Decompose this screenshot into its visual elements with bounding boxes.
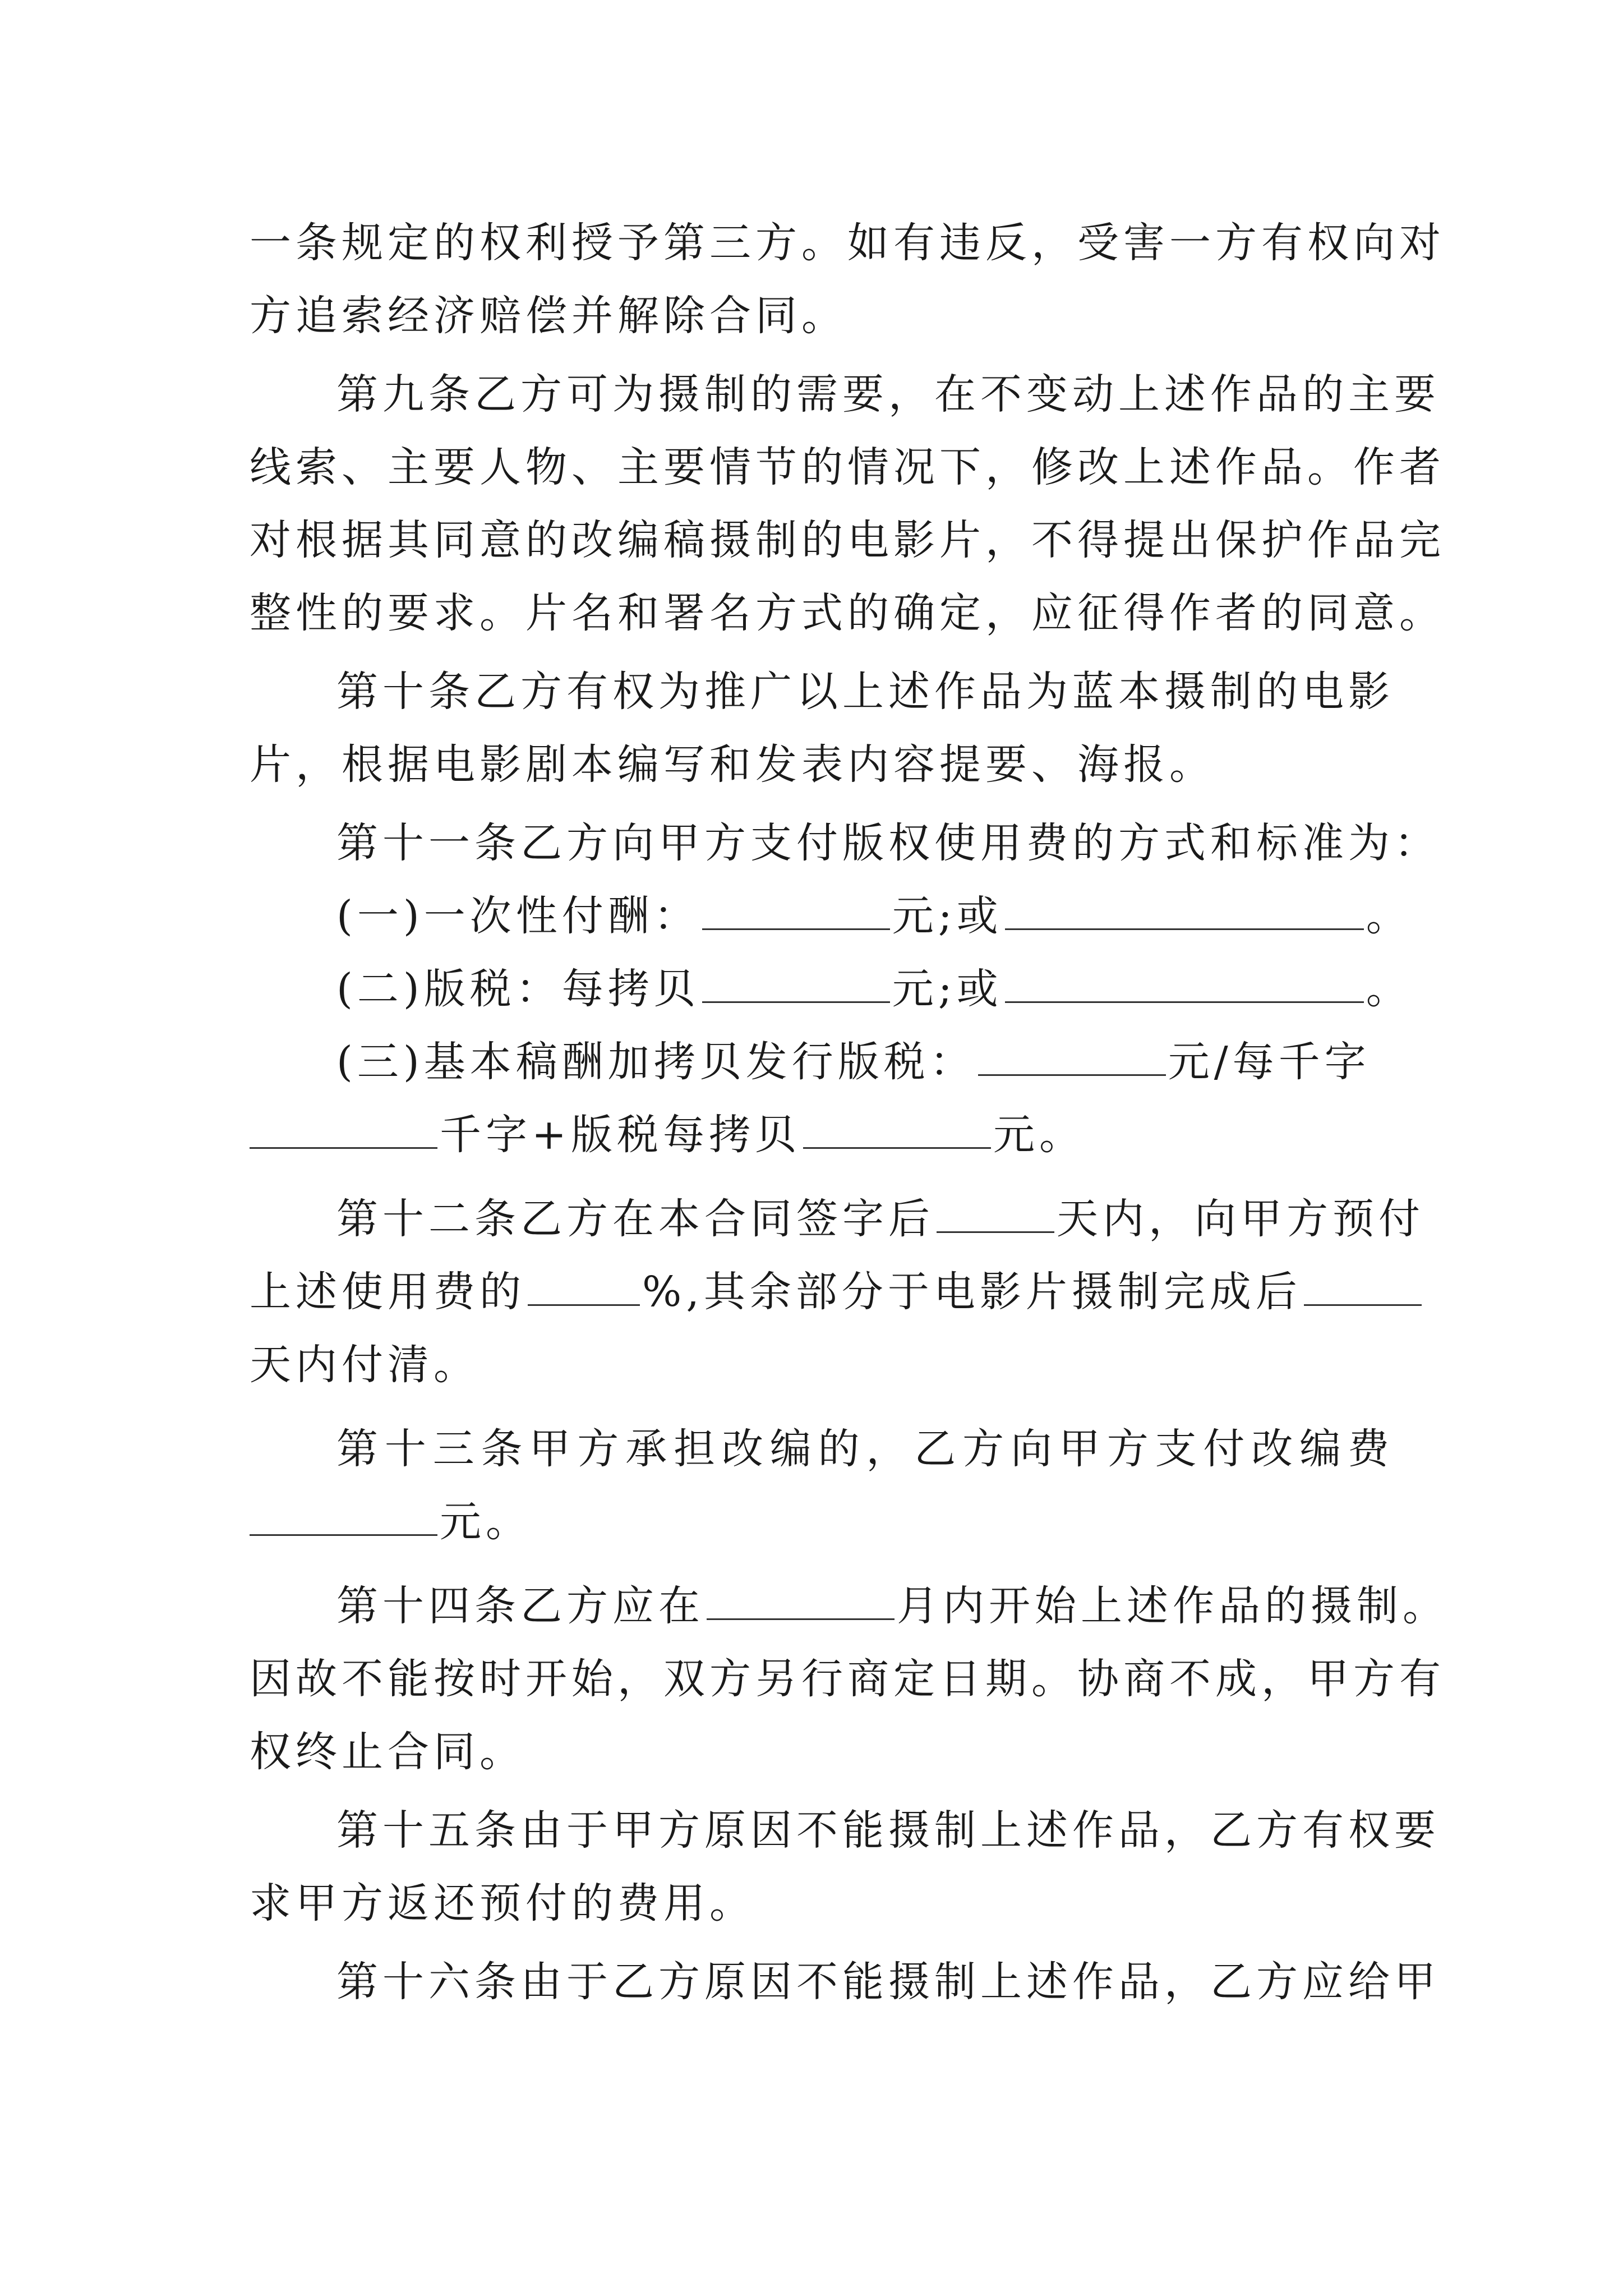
article-13-line: 第十三条甲方承担改编的，乙方向甲方支付改编费 (336, 1425, 1394, 1473)
text-span: 上述使用费的 (250, 1268, 525, 1316)
amount-blank (702, 894, 890, 930)
alternative-blank (1005, 894, 1364, 930)
option-text: 元;或 (892, 892, 1003, 940)
text-line: 权终止合同。 (250, 1728, 525, 1776)
option-text: 千字+版税每拷贝 (440, 1111, 801, 1159)
text-span: 第十二条乙方在本合同签字后 (336, 1195, 934, 1243)
period: 。 (1366, 892, 1412, 940)
text-line: 求甲方返还预付的费用。 (250, 1879, 755, 1927)
payment-option-2 (336, 950, 1412, 1028)
option-text: 元;或 (892, 965, 1003, 1013)
text-line: 整性的要求。片名和署名方式的确定，应征得作者的同意。 (250, 589, 1445, 637)
article-11-line: 第十一条乙方向甲方支付版权使用费的方式和标准为： (336, 819, 1440, 867)
amount-blank (978, 1039, 1166, 1076)
text-line (250, 1253, 1394, 1331)
thousand-chars-blank (250, 1112, 437, 1149)
amount-blank (702, 967, 890, 1003)
text-line: 对根据其同意的改编稿摄制的电影片，不得提出保护作品完 (250, 516, 1445, 564)
text-span: 第十四条乙方应在 (336, 1582, 704, 1630)
option-label: (三)基本稿酬加拷贝发行版税： (336, 1038, 976, 1086)
text-line: 因故不能按时开始，双方另行商定日期。协商不成，甲方有 (250, 1655, 1445, 1703)
payment-option-3 (336, 1023, 1394, 1101)
period: 。 (1366, 965, 1412, 1013)
percent-blank (528, 1269, 640, 1306)
months-blank (707, 1584, 895, 1620)
article-16-line: 第十六条由于乙方原因不能摄制上述作品，乙方应给甲 (336, 1958, 1440, 2006)
article-9-line: 第九条乙方可为摄制的需要，在不变动上述作品的主要 (336, 370, 1440, 418)
days-blank (1304, 1269, 1422, 1306)
text-span: %,其余部分于电影片摄制完成后 (642, 1268, 1302, 1316)
alternative-blank (1005, 967, 1364, 1003)
article-15-line: 第十五条由于甲方原因不能摄制上述作品，乙方有权要 (336, 1806, 1440, 1855)
option-label: (一)一次性付酬： (336, 892, 700, 940)
article-12-line (336, 1180, 1424, 1258)
text-line: 线索、主要人物、主要情节的情况下，修改上述作品。作者 (250, 443, 1445, 491)
payment-option-3-cont (250, 1096, 1394, 1174)
article-10-line: 第十条乙方有权为推广以上述作品为蓝本摄制的电影 (336, 668, 1394, 716)
payment-option-1 (336, 877, 1412, 955)
text-line (250, 1483, 1394, 1561)
text-line: 方追索经济赔偿并解除合同。 (250, 292, 847, 340)
option-text: 元。 (993, 1111, 1086, 1159)
adaptation-fee-blank (250, 1499, 437, 1536)
text-span: 元。 (440, 1498, 532, 1546)
article-14-line (336, 1567, 1449, 1645)
option-text: 元/每千字 (1168, 1038, 1371, 1086)
text-line: 一条规定的权利授予第三方。如有违反，受害一方有权向对 (250, 219, 1445, 267)
option-label: (二)版税：每拷贝 (336, 965, 700, 1013)
text-span: 月内开始上述作品的摄制。 (897, 1582, 1449, 1630)
text-line: 片，根据电影剧本编写和发表内容提要、海报。 (250, 740, 1215, 789)
text-line: 天内付清。 (250, 1341, 479, 1389)
text-span: 天内，向甲方预付 (1057, 1195, 1424, 1243)
royalty-blank (803, 1112, 991, 1149)
days-blank (937, 1197, 1054, 1233)
